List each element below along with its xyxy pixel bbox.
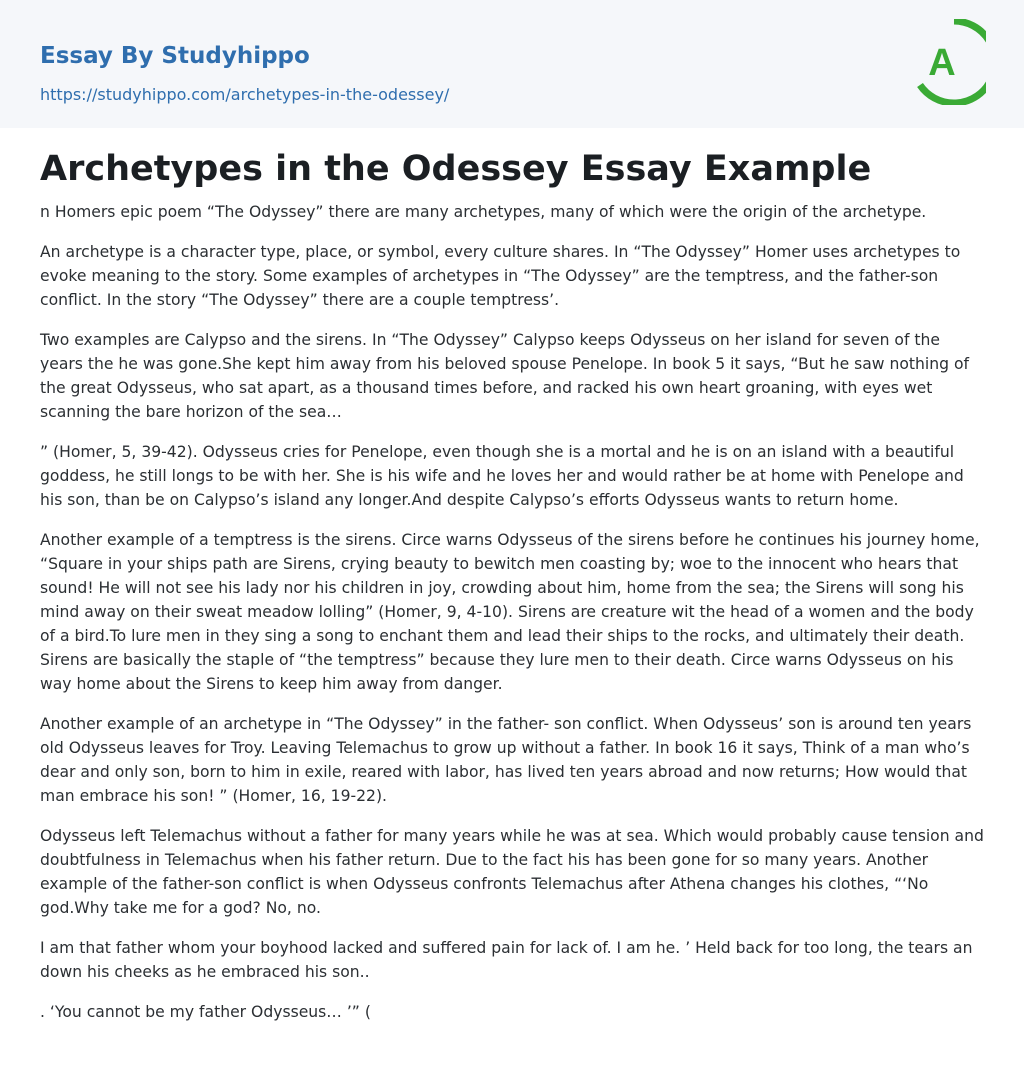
paragraph-4: ” (Homer, 5, 39-42). Odysseus cries for Penelope, even though she is a mortal and he is on an island with a beautiful goddess, he still longs to be with her. She is his wife and he loves her and would rather be at home with Penelope and his son, than be on Calypso’s island any longer.And despite Calypso’s efforts Odysseus wants to return home. — [40, 443, 964, 509]
paragraph-2: An archetype is a character type, place, or symbol, every culture shares. In “The Odyssey” Homer uses archetypes to evoke meaning to the story. Some examples of archetypes in “The Odyssey” are the temptress, and the father-son conflict. In the story “The Odyssey” there are a couple temptress’. — [40, 243, 961, 309]
brand-title[interactable]: Essay By Studyhippo — [40, 43, 310, 69]
paragraph-6: Another example of an archetype in “The Odyssey” in the father- son conflict. When Odysseus’ son is around ten years old Odysseus leaves for Troy. Leaving Telemachus to grow up without a father. In book 16 it says, Think of a man who’s dear and only son, born to him in exile, reared with labor, has lived ten years abroad and now returns; How would that man embrace his son! ” (Homer, 16, 19-22). — [40, 715, 972, 805]
page-title: Archetypes in the Odessey Essay Example — [40, 149, 872, 189]
paragraph-7: Odysseus left Telemachus without a father for many years while he was at sea. Which would probably cause tension and doubtfulness in Telemachus when his father return. Due to the fact his has been gone for so many years. Another example of the father-son conflict is when Odysseus confronts Telemachus after Athena changes his clothes, “‘No god.Why take me for a god? No, no. — [40, 827, 984, 917]
site-header — [0, 0, 1024, 128]
paragraph-8: I am that father whom your boyhood lacked and suffered pain for lack of. I am he. ’ Held back for too long, the tears an down his cheeks as he embraced his son.. — [40, 939, 973, 981]
paragraph-3: Two examples are Calypso and the sirens. In “The Odyssey” Calypso keeps Odysseus on her island for seven of the years the he was gone.She kept him away from his beloved spouse Penelope. In book 5 it says, “But he saw nothing of the great Odysseus, who sat apart, as a thousand times before, and racked his own heart groaning, with eyes wet scanning the bare horizon of the sea… — [40, 331, 970, 421]
paragraph-1: n Homers epic poem “The Odyssey” there are many archetypes, many of which were the origin of the archetype. — [40, 203, 927, 221]
article-content — [0, 128, 1024, 1024]
studyhippo-logo-icon[interactable] — [916, 19, 986, 105]
logo-letter: A — [928, 42, 956, 84]
paragraph-5: Another example of a temptress is the sirens. Circe warns Odysseus of the sirens before he continues his journey home, “Square in your ships path are Sirens, crying beauty to bewitch men coasting by; woe to the innocent who hears that sound! He will not see his lady nor his children in joy, crowding about him, home from the sea; the Sirens will song his mind away on their sweat meadow lolling” (Homer, 9, 4-10). Sirens are creature wit the head of a women and the body of a bird.To lure men in they sing a song to enchant them and lead their ships to the rocks, and ultimately their death. Sirens are basically the staple of “the temptress” because they lure men to their death. Circe warns Odysseus on his way home about the Sirens to keep him away from danger. — [40, 531, 980, 693]
paragraph-9: . ‘You cannot be my father Odysseus… ’” ( — [40, 1003, 371, 1021]
essay-url-link[interactable]: https://studyhippo.com/archetypes-in-the-odessey/ — [40, 85, 450, 104]
